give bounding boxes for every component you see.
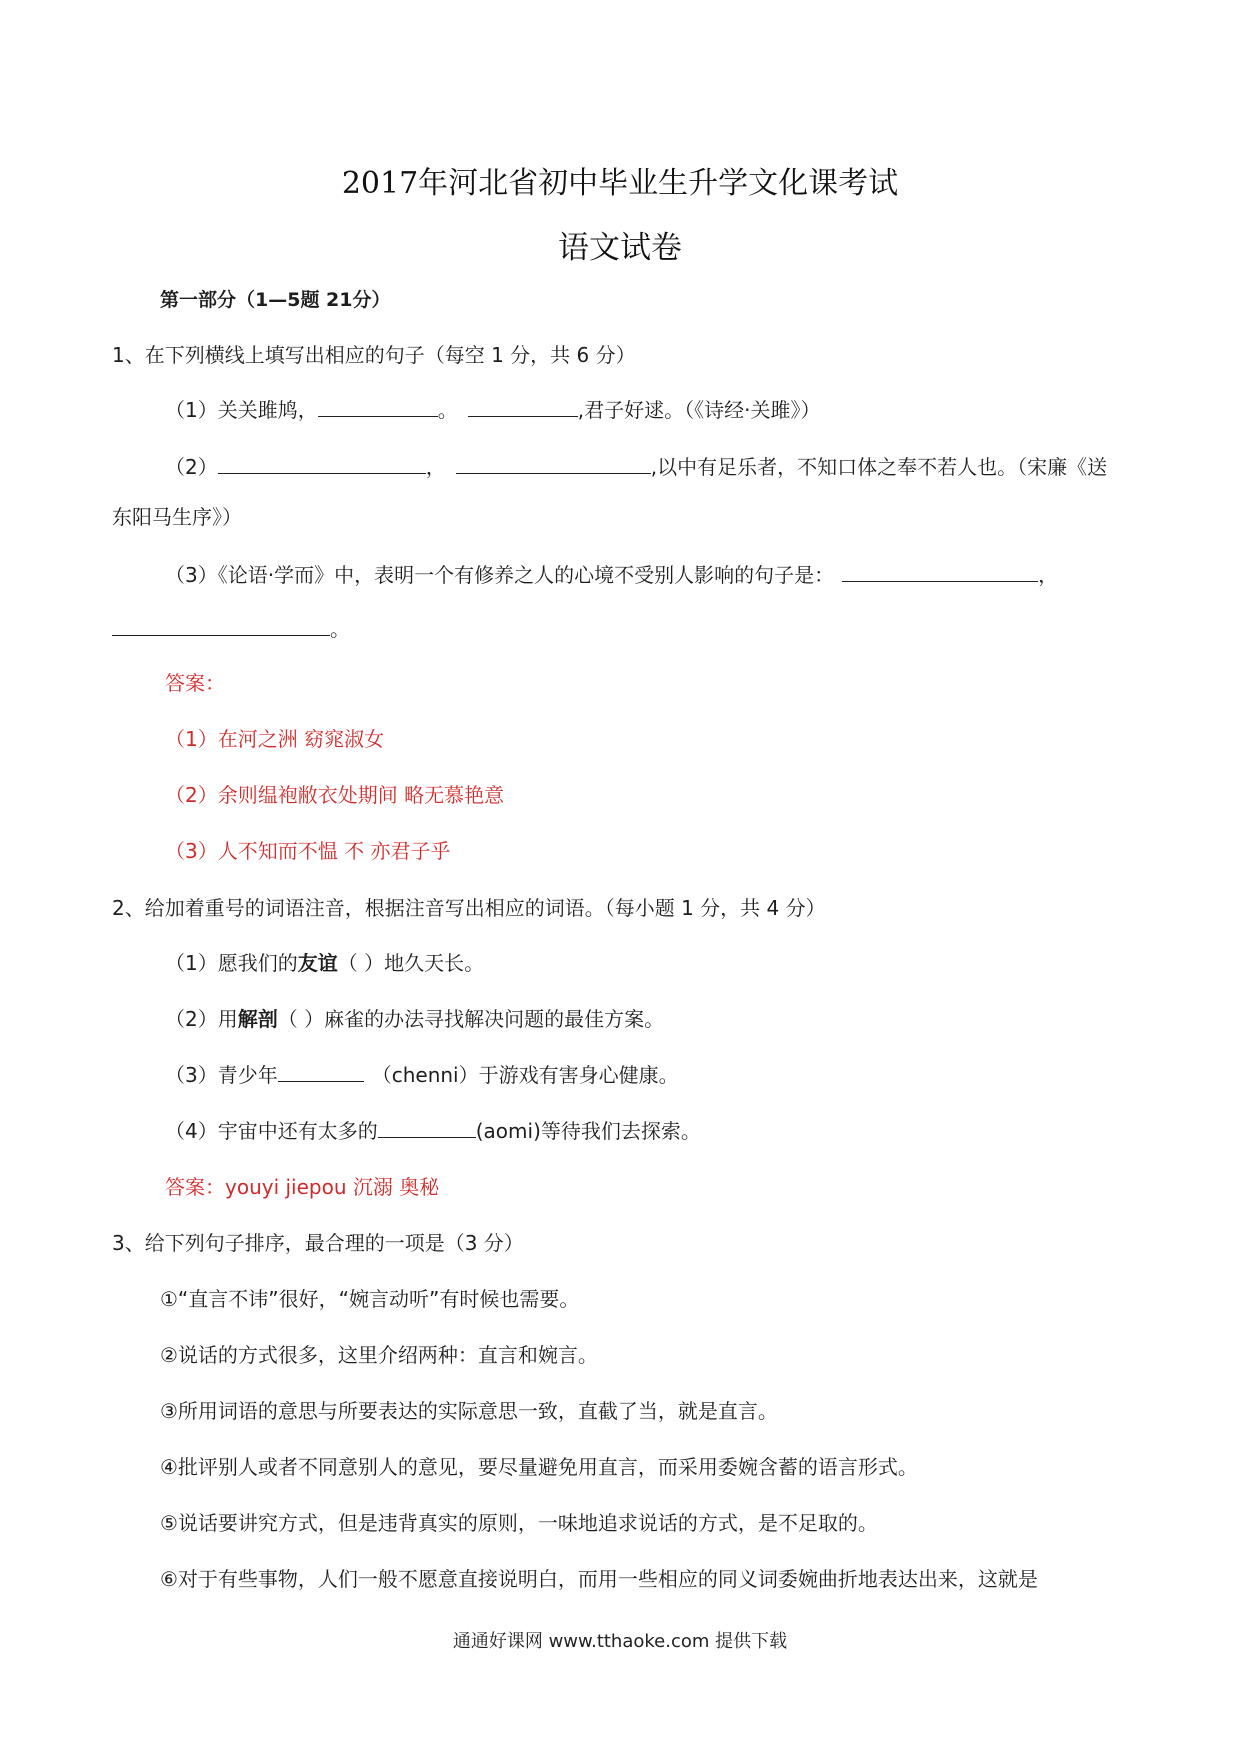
fill-blank[interactable]: [278, 1061, 364, 1082]
fill-blank[interactable]: [456, 453, 651, 474]
q3-item-6: ⑥对于有些事物，人们一般不愿意直接说明白，而用一些相应的同义词委婉曲折地表达出来，这就是: [160, 1567, 1038, 1591]
q2-part3: （3）青少年 （chenni）于游戏有害身心健康。: [165, 1063, 679, 1087]
page-footer: 通通好课网 www.tthaoke.com 提供下载: [452, 1631, 788, 1652]
q3-item-1: ①“直言不讳”很好，“婉言动听”有时候也需要。: [160, 1287, 580, 1311]
q2-part2: （2）用解剖（ ）麻雀的办法寻找解决问题的最佳方案。: [165, 1007, 665, 1031]
fill-blank[interactable]: [842, 561, 1038, 582]
emphasized-word: 解剖: [237, 1007, 278, 1031]
fill-blank[interactable]: [378, 1117, 476, 1138]
fill-blank[interactable]: [318, 396, 438, 417]
fill-blank[interactable]: [112, 615, 330, 636]
exam-title: 2017年河北省初中毕业生升学文化课考试: [341, 166, 899, 201]
q1-part2: （2） ， ,以中有足乐者，不知口体之奉不若人也。（宋廉《送: [165, 455, 1108, 479]
q1-stem: 1、在下列横线上填写出相应的句子（每空 1 分，共 6 分）: [112, 343, 636, 367]
emphasized-word: 友谊: [297, 951, 338, 975]
q1-answer-1: （1）在河之洲 窈窕淑女: [165, 727, 385, 751]
q2-part4: （4）宇宙中还有太多的 (aomi)等待我们去探索。: [165, 1119, 701, 1143]
q1-answer-2: （2）余则缊袍敝衣处期间 略无慕艳意: [165, 783, 505, 807]
q1-answer-3: （3）人不知而不愠 不 亦君子乎: [165, 839, 451, 863]
q3-item-4: ④批评别人或者不同意别人的意见，要尽量避免用直言，而采用委婉含蓄的语言形式。: [160, 1455, 918, 1479]
q2-answer: 答案：youyi jiepou 沉溺 奥秘: [165, 1175, 440, 1199]
fill-blank[interactable]: [218, 453, 426, 474]
q1-part2-continued: 东阳马生序》）: [112, 505, 242, 529]
section-heading: 第一部分（1—5题 21分）: [160, 289, 391, 311]
q1-answer-label: 答案：: [165, 671, 225, 695]
q2-part1: （1）愿我们的友谊（ ）地久天长。: [165, 951, 485, 975]
q3-item-5: ⑤说话要讲究方式，但是违背真实的原则，一味地追求说话的方式，是不足取的。: [160, 1511, 878, 1535]
exam-subtitle: 语文试卷: [558, 230, 682, 266]
q3-stem: 3、给下列句子排序，最合理的一项是（3 分）: [112, 1231, 524, 1255]
q1-part1: （1）关关雎鸠， 。 ,君子好逑。（《诗经·关雎》）: [165, 398, 821, 422]
q3-item-2: ②说话的方式很多，这里介绍两种：直言和婉言。: [160, 1343, 598, 1367]
q2-stem: 2、给加着重号的词语注音，根据注音写出相应的词语。（每小题 1 分，共 4 分）: [112, 896, 826, 920]
q1-part3: （3）《论语·学而》中，表明一个有修养之人的心境不受别人影响的句子是： ，: [165, 563, 1059, 587]
q3-item-3: ③所用词语的意思与所要表达的实际意思一致，直截了当，就是直言。: [160, 1399, 778, 1423]
fill-blank[interactable]: [468, 396, 578, 417]
q1-part3-continued: 。: [112, 614, 350, 644]
